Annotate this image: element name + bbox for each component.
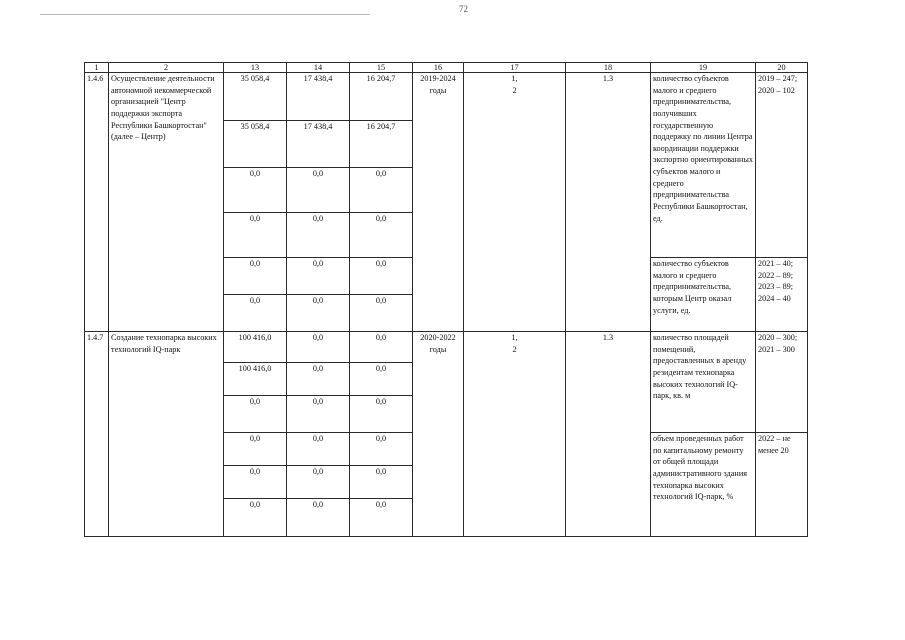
amount-cell: 0,0: [350, 433, 413, 466]
amount-cell: 0,0: [350, 363, 413, 396]
amount-cell: 0,0: [287, 168, 350, 213]
header-cell: 20: [756, 63, 808, 73]
indicator-values: 2020 – 300; 2021 – 300: [756, 332, 808, 433]
amount-cell: 0,0: [224, 466, 287, 499]
amount-cell: 16 204,7: [350, 121, 413, 168]
header-cell: 17: [464, 63, 566, 73]
amount-cell: 0,0: [287, 258, 350, 295]
item-name: Создание технопарка высоких технологий IQ-парк: [109, 332, 224, 537]
amount-cell: 0,0: [224, 168, 287, 213]
indicator-values: 2019 – 247; 2020 – 102: [756, 73, 808, 258]
amount-cell: 0,0: [224, 396, 287, 433]
amount-cell: 16 204,7: [350, 73, 413, 121]
header-cell: 16: [413, 63, 464, 73]
amount-cell: 0,0: [224, 499, 287, 537]
table-row: [85, 332, 808, 363]
amount-cell: 0,0: [287, 396, 350, 433]
amount-cell: 17 438,4: [287, 121, 350, 168]
top-rule: [40, 14, 370, 15]
indicator-text: количество субъектов малого и среднего предпринимательства, получивших государственную поддержку по линии Центра координации поддержки экспортно ориентированных субъектов малого и среднего предпринимательства Республики Башкортостан, ед.: [651, 73, 756, 258]
amount-cell: 0,0: [287, 499, 350, 537]
indicator-text: количество площадей помещений, предоставленных в аренду резидентам технопарка высоких технологий IQ-парк, кв. м: [651, 332, 756, 433]
amount-cell: 0,0: [287, 433, 350, 466]
period-cell: 2019-2024 годы: [413, 73, 464, 332]
amount-cell: 0,0: [287, 363, 350, 396]
amount-cell: 100 416,0: [224, 363, 287, 396]
goal-ref-cell: 1.3: [566, 332, 651, 537]
amount-cell: 0,0: [350, 396, 413, 433]
amount-cell: 0,0: [350, 499, 413, 537]
header-cell: 15: [350, 63, 413, 73]
amount-cell: 0,0: [287, 213, 350, 258]
amount-cell: 0,0: [224, 258, 287, 295]
amount-cell: 100 416,0: [224, 332, 287, 363]
task-ref-cell: 1, 2: [464, 73, 566, 332]
amount-cell: 0,0: [350, 168, 413, 213]
indicator-text: объем проведенных работ по капитальному ремонту от общей площади административного здания технопарка высоких технологий IQ-парк, %: [651, 433, 756, 537]
header-cell: 2: [109, 63, 224, 73]
amount-cell: 0,0: [350, 332, 413, 363]
amount-cell: 0,0: [287, 295, 350, 332]
period-cell: 2020-2022 годы: [413, 332, 464, 537]
amount-cell: 0,0: [224, 213, 287, 258]
task-ref-cell: 1, 2: [464, 332, 566, 537]
program-table: [84, 62, 808, 537]
amount-cell: 0,0: [350, 258, 413, 295]
page-number: 72: [459, 4, 468, 14]
indicator-text: количество субъектов малого и среднего предпринимательства, которым Центр оказал услуги, ед.: [651, 258, 756, 332]
amount-cell: 0,0: [287, 332, 350, 363]
amount-cell: 0,0: [350, 213, 413, 258]
table-row: [85, 73, 808, 121]
header-cell: 1: [85, 63, 109, 73]
header-cell: 13: [224, 63, 287, 73]
header-cell: 18: [566, 63, 651, 73]
item-number: 1.4.7: [85, 332, 109, 537]
amount-cell: 35 058,4: [224, 73, 287, 121]
item-name: Осуществление деятельности автономной некоммерческой организацией "Центр поддержки экспорта Республики Башкортостан" (далее – Центр): [109, 73, 224, 332]
header-row: [85, 63, 808, 73]
amount-cell: 17 438,4: [287, 73, 350, 121]
amount-cell: 0,0: [350, 295, 413, 332]
goal-ref-cell: 1.3: [566, 73, 651, 332]
item-number: 1.4.6: [85, 73, 109, 332]
header-cell: 19: [651, 63, 756, 73]
amount-cell: 35 058,4: [224, 121, 287, 168]
header-cell: 14: [287, 63, 350, 73]
amount-cell: 0,0: [224, 433, 287, 466]
amount-cell: 0,0: [350, 466, 413, 499]
amount-cell: 0,0: [224, 295, 287, 332]
indicator-values: 2022 – не менее 20: [756, 433, 808, 537]
amount-cell: 0,0: [287, 466, 350, 499]
indicator-values: 2021 – 40; 2022 – 89; 2023 – 89; 2024 – 40: [756, 258, 808, 332]
